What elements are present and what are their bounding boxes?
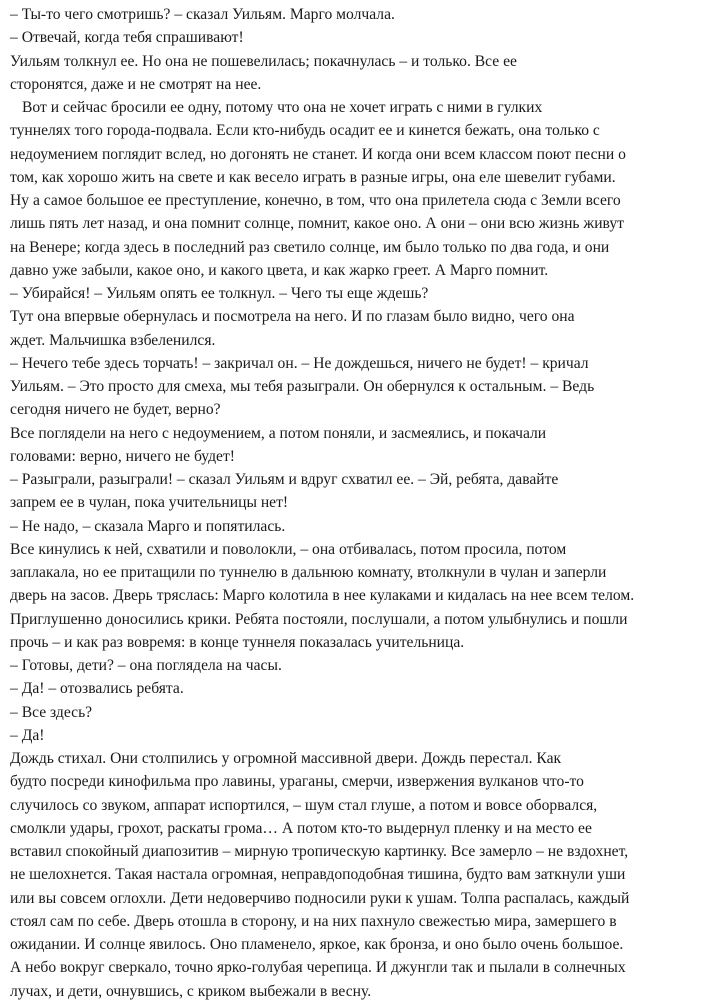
text-line: Уильям толкнул ее. Но она не пошевелилась; покачнулась – и только. Все ее	[10, 52, 517, 70]
text-line: прочь – и как раз вовремя: в конце туннеля показалась учительница.	[10, 633, 465, 651]
text-line: сторонятся, даже и не смотрят на нее.	[10, 75, 262, 93]
text-line: – Все здесь?	[10, 703, 93, 721]
document-page	[10, 3, 715, 1003]
text-line: Приглушенно доносились крики. Ребята постояли, послушали, а потом улыбнулись и пошли	[10, 610, 628, 628]
text-line: – Да! – отозвались ребята.	[10, 680, 184, 698]
text-line: туннелях того города-подвала. Если кто-нибудь осадит ее и кинется бежать, она только с	[10, 122, 600, 140]
text-line: – Разыграли, разыграли! – сказал Уильям и вдруг схватил ее. – Эй, ребята, давайте	[10, 471, 559, 488]
text-line: недоумением поглядит вслед, но догонять не станет. И когда они всем классом поют песни о	[10, 145, 626, 163]
text-line: Дождь стихал. Они столпились у огромной массивной двери. Дождь перестал. Как	[10, 750, 562, 767]
text-line: головами: верно, ничего не будет!	[10, 447, 235, 465]
text-line: – Отвечай, когда тебя спрашивают!	[10, 29, 244, 47]
text-line: стоял сам по себе. Дверь отошла в сторону, и на них пахнуло свежестью мира, замершего в	[10, 912, 617, 930]
text-line: лучах, и дети, очнувшись, с криком выбежали в весну.	[10, 982, 372, 1000]
text-line: заплакала, но ее притащили по туннелю в дальнюю комнату, втолкнули в чулан и заперли	[10, 564, 607, 581]
text-line: ожидании. И солнце явилось. Оно пламенело, яркое, как бронза, и оно было очень большое.	[10, 936, 624, 953]
text-line: не шелохнется. Такая настала огромная, неправдоподобная тишина, будто вам заткнули уши	[10, 866, 626, 884]
text-line: ждет. Мальчишка взбеленился.	[10, 331, 216, 349]
text-line: А небо вокруг сверкало, точно ярко-голубая черепица. И джунгли так и пылали в солнечных	[10, 959, 626, 977]
text-line: Ну а самое большое ее преступление, конечно, в том, что она прилетела сюда с Земли всего	[10, 192, 621, 209]
text-line: лишь пять лет назад, и она помнит солнце, помнит, какое оно. А они – они всю жизнь живут	[10, 215, 624, 233]
text-line: – Нечего тебе здесь торчать! – закричал он. – Не дождешься, ничего не будет! – кричал	[10, 354, 589, 372]
text-line: – Да!	[10, 726, 45, 744]
text-line: Все поглядели на него с недоумением, а потом поняли, и засмеялись, и покачали	[10, 424, 547, 442]
text-line: Тут она впервые обернулась и посмотрела на него. И по глазам было видно, чего она	[10, 308, 575, 326]
text-line: запрем ее в чулан, пока учительницы нет!	[10, 494, 289, 512]
text-line: сегодня ничего не будет, верно?	[10, 401, 221, 419]
text-line: случилось со звуком, аппарат испортился, – шум стал глуше, а потом и вовсе оборвался,	[10, 796, 598, 814]
text-line: дверь на засов. Дверь тряслась: Марго колотила в нее кулаками и кидалась на нее всем телом.	[10, 587, 635, 605]
text-line: Вот и сейчас бросили ее одну, потому что она не хочет играть с ними в гулких	[22, 99, 543, 116]
text-line: смолкли удары, грохот, раскаты грома… А потом кто-то выдернул пленку и на место ее	[10, 819, 592, 837]
text-line: – Ты-то чего смотришь? – сказал Уильям. Марго молчала.	[10, 6, 395, 23]
text-line: Все кинулись к ней, схватили и поволокли, – она отбивалась, потом просила, потом	[10, 540, 567, 558]
text-line: вставил спокойный диапозитив – мирную тропическую картинку. Все замерло – не вздохнет,	[10, 843, 629, 860]
text-line: – Убирайся! – Уильям опять ее толкнул. – Чего ты еще ждешь?	[10, 285, 429, 302]
text-line: или вы совсем оглохли. Дети недоверчиво подносили руки к ушам. Толпа распалась, каждый	[10, 889, 630, 907]
text-line: будто посреди кинофильма про лавины, ураганы, смерчи, извержения вулканов что-то	[10, 773, 584, 791]
text-line: – Готовы, дети? – она поглядела на часы.	[10, 657, 282, 674]
text-line: давно уже забыли, какое оно, и какого цвета, и как жарко греет. А Марго помнит.	[10, 261, 549, 279]
text-line: том, как хорошо жить на свете и как весело играть в разные игры, она еле шевелит губами.	[10, 168, 616, 186]
text-line: на Венере; когда здесь в последний раз светило солнце, им было только по два года, и они	[10, 238, 610, 256]
text-line: – Не надо, – сказала Марго и попятилась.	[10, 517, 286, 535]
text-line: Уильям. – Это просто для смеха, мы тебя разыграли. Он обернулся к остальным. – Ведь	[10, 378, 595, 395]
